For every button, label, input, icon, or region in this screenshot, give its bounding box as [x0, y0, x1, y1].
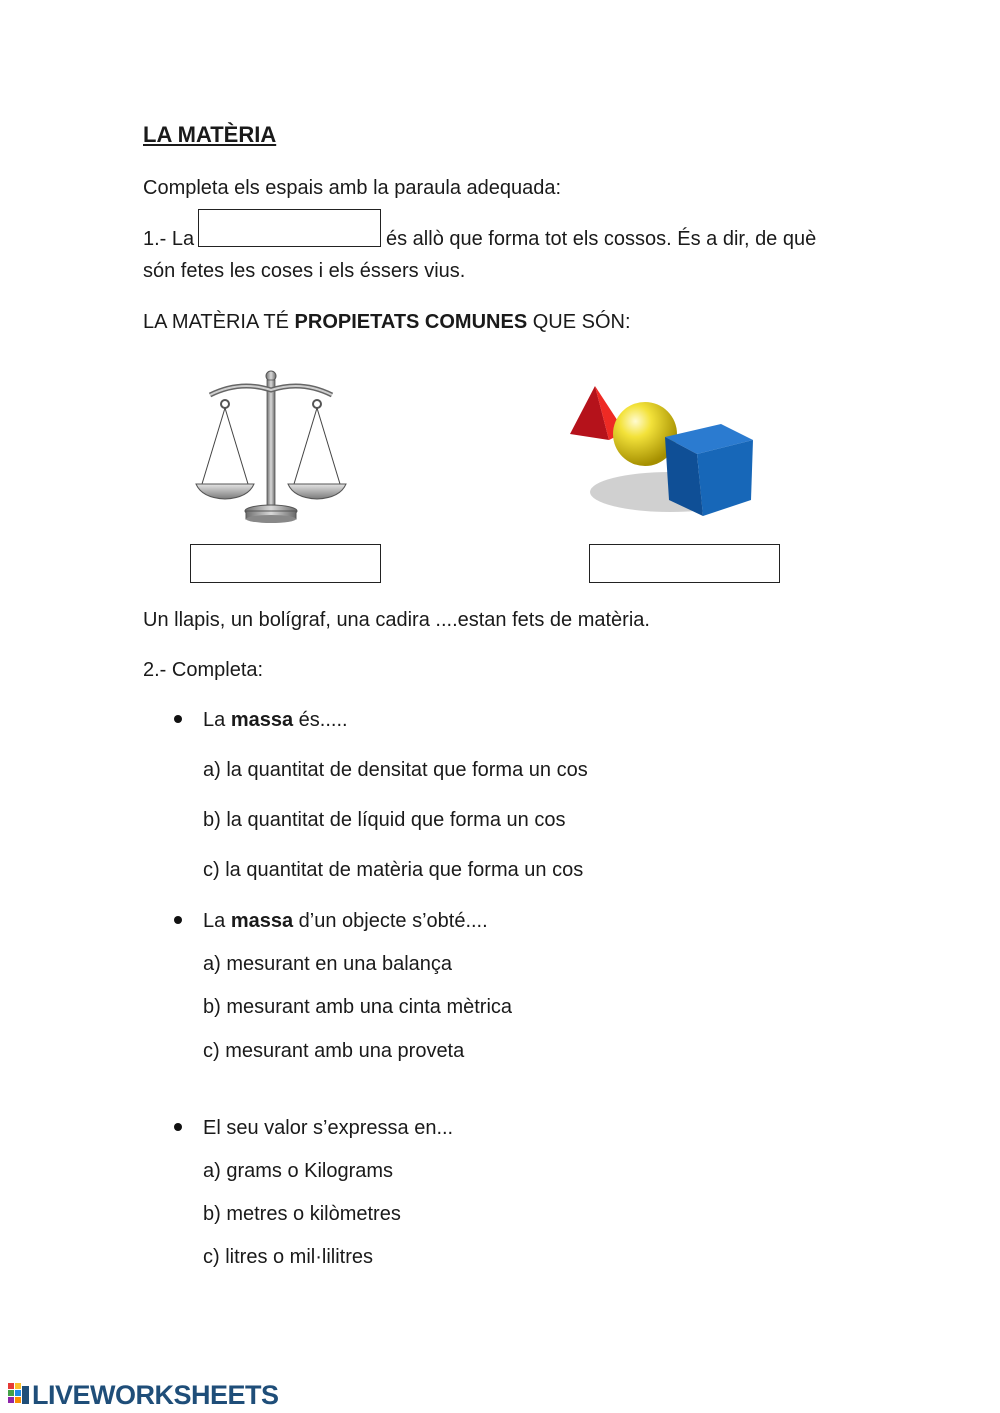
- q2-b3-option-b[interactable]: b) metres o kilòmetres: [203, 1203, 401, 1225]
- q2-b2-option-c[interactable]: c) mesurant amb una proveta: [203, 1040, 465, 1062]
- bullet-icon: [174, 1123, 182, 1131]
- q2-b3-option-c[interactable]: c) litres o mil·lilitres: [203, 1246, 373, 1268]
- q2-b2-option-b[interactable]: b) mesurant amb una cinta mètrica: [203, 996, 513, 1018]
- page-title: LA MATÈRIA: [143, 122, 277, 147]
- q2-b2-question: La massa d’un objecte s’obté....: [203, 910, 488, 932]
- q2-heading: 2.- Completa:: [143, 659, 264, 681]
- geometric-shapes-icon: [565, 382, 760, 522]
- q2-b1-option-b[interactable]: b) la quantitat de líquid que forma un cos: [203, 809, 566, 831]
- bullet-icon: [174, 715, 182, 723]
- q1-answer-input[interactable]: [198, 209, 381, 247]
- q2-b1-question: La massa és.....: [203, 709, 348, 731]
- properties-heading: LA MATÈRIA TÉ PROPIETATS COMUNES QUE SÓN:: [143, 311, 631, 333]
- example-sentence: Un llapis, un bolígraf, una cadira ....estan fets de matèria.: [143, 609, 650, 631]
- q2-b3-question: El seu valor s’expressa en...: [203, 1117, 454, 1139]
- property-1-input[interactable]: [190, 544, 381, 583]
- q1-line2: són fetes les coses i els éssers vius.: [143, 260, 466, 282]
- property-2-input[interactable]: [589, 544, 780, 583]
- q1-prefix: 1.- La: [143, 228, 195, 250]
- q1-suffix: és allò que forma tot els cossos. És a dir, de què: [386, 228, 817, 250]
- q2-b1-option-c[interactable]: c) la quantitat de matèria que forma un cos: [203, 859, 584, 881]
- logo-mark-icon: [8, 1383, 30, 1407]
- liveworksheets-logo: [8, 1381, 279, 1409]
- bullet-icon: [174, 916, 182, 924]
- q2-b1-option-a[interactable]: a) la quantitat de densitat que forma un cos: [203, 759, 588, 781]
- q2-b3-option-a[interactable]: a) grams o Kilograms: [203, 1160, 394, 1182]
- scale-icon: [190, 368, 352, 528]
- q2-b2-option-a[interactable]: a) mesurant en una balança: [203, 953, 453, 975]
- logo-text: LIVEWORKSHEETS: [32, 1379, 279, 1410]
- instruction-text: Completa els espais amb la paraula adequada:: [143, 177, 562, 199]
